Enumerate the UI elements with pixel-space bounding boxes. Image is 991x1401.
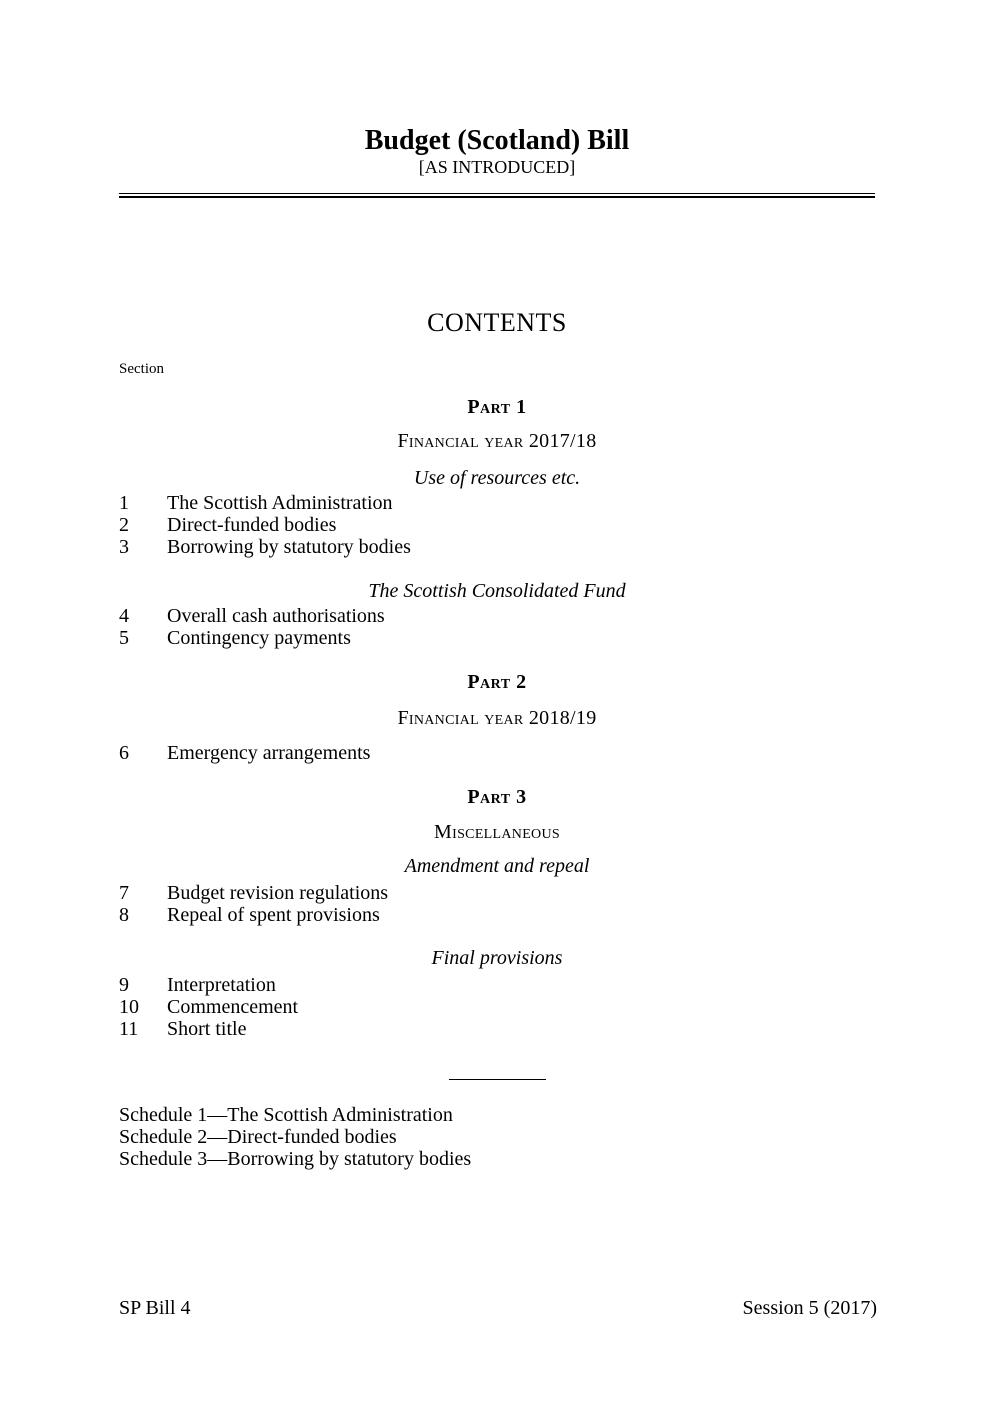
toc-item-8 — [119, 904, 875, 926]
part-3-subheading: Miscellaneous — [434, 821, 560, 843]
page-footer — [119, 1297, 877, 1319]
toc-items-group — [119, 974, 875, 1040]
item-number: 4 — [119, 605, 129, 627]
item-title: The Scottish Administration — [167, 492, 393, 514]
toc-items-group — [119, 882, 875, 926]
toc-item-4 — [119, 605, 875, 627]
item-number: 7 — [119, 882, 129, 904]
schedule-line-2: Schedule 2—Direct-funded bodies — [119, 1126, 397, 1148]
schedules-list — [119, 1104, 875, 1170]
toc-item-10 — [119, 996, 875, 1018]
item-number: 8 — [119, 904, 129, 926]
item-number: 3 — [119, 536, 129, 558]
item-title: Budget revision regulations — [167, 882, 389, 904]
item-title: Emergency arrangements — [167, 742, 371, 764]
page-content — [119, 0, 875, 1170]
item-number: 1 — [119, 492, 129, 514]
toc-item-5 — [119, 627, 875, 649]
crossheading-use-of-resources: Use of resources etc. — [413, 467, 581, 489]
toc-items-group — [119, 605, 875, 649]
crossheading-scottish-consolidated-fund: The Scottish Consolidated Fund — [368, 580, 626, 602]
toc-items-group — [119, 742, 875, 764]
item-title: Contingency payments — [167, 627, 351, 649]
item-title: Interpretation — [167, 974, 276, 996]
item-title: Commencement — [167, 996, 299, 1018]
title-divider-rule — [119, 193, 875, 198]
schedule-line-1: Schedule 1—The Scottish Administration — [119, 1104, 453, 1126]
crossheading-final-provisions: Final provisions — [431, 947, 563, 969]
status-line: [AS INTRODUCED] — [418, 157, 576, 177]
toc-items-group — [119, 492, 875, 558]
part-1-heading: Part 1 — [467, 396, 527, 418]
document-title: Budget (Scotland) Bill — [364, 125, 630, 156]
footer-session: Session 5 (2017) — [742, 1297, 877, 1319]
item-title: Overall cash authorisations — [167, 605, 385, 627]
item-number: 9 — [119, 974, 129, 996]
item-number: 6 — [119, 742, 129, 764]
item-number: 10 — [119, 996, 139, 1018]
item-number: 11 — [119, 1018, 139, 1040]
item-number: 5 — [119, 627, 129, 649]
toc-item-1 — [119, 492, 875, 514]
contents-heading: CONTENTS — [427, 308, 567, 337]
toc-item-7 — [119, 882, 875, 904]
toc-item-9 — [119, 974, 875, 996]
part-1-subheading: Financial year 2017/18 — [397, 430, 597, 452]
toc-item-6 — [119, 742, 875, 764]
part-2-heading: Part 2 — [467, 671, 527, 693]
schedule-line-3: Schedule 3—Borrowing by statutory bodies — [119, 1148, 472, 1170]
item-title: Borrowing by statutory bodies — [167, 536, 411, 558]
crossheading-amendment-and-repeal: Amendment and repeal — [404, 855, 590, 877]
item-title: Direct-funded bodies — [167, 514, 337, 536]
part-3-heading: Part 3 — [467, 786, 527, 808]
footer-bill-number: SP Bill 4 — [119, 1297, 191, 1319]
section-column-label: Section — [119, 361, 164, 377]
item-title: Repeal of spent provisions — [167, 904, 380, 926]
item-number: 2 — [119, 514, 129, 536]
toc-item-3 — [119, 536, 875, 558]
schedules-separator-rule — [449, 1079, 546, 1080]
toc-item-2 — [119, 514, 875, 536]
item-title: Short title — [167, 1018, 247, 1040]
part-2-subheading: Financial year 2018/19 — [397, 707, 597, 729]
toc-item-11 — [119, 1018, 875, 1040]
